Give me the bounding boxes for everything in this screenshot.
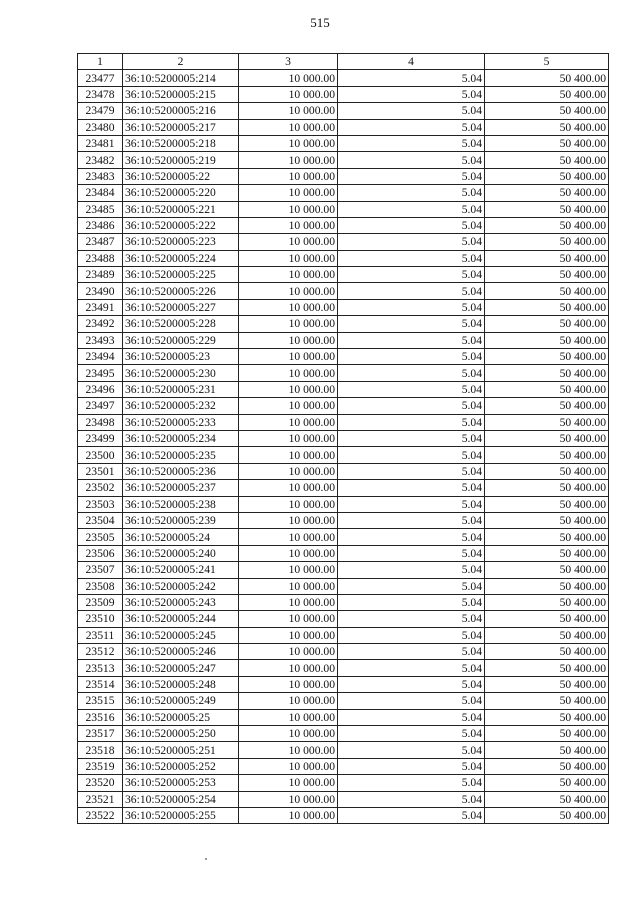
table-cell-col-4: 5.04 [338,119,485,135]
table-cell-col-1: 23510 [78,611,123,627]
table-row [78,365,609,381]
table-cell-col-1: 23517 [78,726,123,742]
table-cell-col-4: 5.04 [338,726,485,742]
table-cell-col-2: 36:10:5200005:224 [123,250,239,266]
table-cell-col-1: 23507 [78,562,123,578]
table-cell-col-5: 50 400.00 [485,168,609,184]
table-cell-col-1: 23497 [78,398,123,414]
table-cell-col-3: 10 000.00 [239,758,338,774]
page-number: 515 [310,15,330,30]
table-cell-col-3: 10 000.00 [239,644,338,660]
table-cell-col-5: 50 400.00 [485,430,609,446]
table-row [78,414,609,430]
table-cell-col-4: 5.04 [338,299,485,315]
table-cell-col-4: 5.04 [338,250,485,266]
table-cell-col-2: 36:10:5200005:24 [123,529,239,545]
table-cell-col-4: 5.04 [338,135,485,151]
table-cell-col-5: 50 400.00 [485,742,609,758]
table-cell-col-2: 36:10:5200005:239 [123,512,239,528]
table-cell-col-4: 5.04 [338,611,485,627]
table-cell-col-1: 23521 [78,791,123,807]
table-cell-col-2: 36:10:5200005:250 [123,726,239,742]
table-cell-col-3: 10 000.00 [239,381,338,397]
table-row [78,349,609,365]
table-cell-col-2: 36:10:5200005:245 [123,627,239,643]
table-cell-col-2: 36:10:5200005:220 [123,185,239,201]
table-cell-col-4: 5.04 [338,267,485,283]
table-cell-col-2: 36:10:5200005:219 [123,152,239,168]
table-row [78,299,609,315]
table-cell-col-3: 10 000.00 [239,660,338,676]
table-cell-col-1: 23520 [78,775,123,791]
table-cell-col-2: 36:10:5200005:217 [123,119,239,135]
table-row [78,70,609,86]
table-row [78,742,609,758]
table-cell-col-4: 5.04 [338,545,485,561]
table-cell-col-5: 50 400.00 [485,562,609,578]
table-cell-col-2: 36:10:5200005:243 [123,594,239,610]
table-cell-col-2: 36:10:5200005:240 [123,545,239,561]
table-cell-col-1: 23509 [78,594,123,610]
table-cell-col-1: 23488 [78,250,123,266]
table-cell-col-3: 10 000.00 [239,430,338,446]
table-cell-col-2: 36:10:5200005:233 [123,414,239,430]
column-header-5: 5 [485,54,609,70]
table-cell-col-1: 23522 [78,807,123,823]
table-cell-col-4: 5.04 [338,562,485,578]
table-cell-col-2: 36:10:5200005:251 [123,742,239,758]
table-cell-col-2: 36:10:5200005:230 [123,365,239,381]
table-row [78,103,609,119]
table-row [78,660,609,676]
table-cell-col-4: 5.04 [338,758,485,774]
table-row [78,578,609,594]
table-body [78,70,609,824]
table-cell-col-3: 10 000.00 [239,545,338,561]
table-cell-col-1: 23490 [78,283,123,299]
table-cell-col-4: 5.04 [338,742,485,758]
table-cell-col-1: 23511 [78,627,123,643]
table-cell-col-4: 5.04 [338,676,485,692]
table-cell-col-3: 10 000.00 [239,86,338,102]
table-cell-col-5: 50 400.00 [485,758,609,774]
table-row [78,250,609,266]
table-cell-col-5: 50 400.00 [485,234,609,250]
table-cell-col-3: 10 000.00 [239,463,338,479]
table-cell-col-5: 50 400.00 [485,414,609,430]
table-cell-col-1: 23493 [78,332,123,348]
table-cell-col-5: 50 400.00 [485,512,609,528]
table-cell-col-2: 36:10:5200005:249 [123,693,239,709]
table-row [78,463,609,479]
table-cell-col-3: 10 000.00 [239,791,338,807]
table-cell-col-2: 36:10:5200005:237 [123,480,239,496]
table-cell-col-2: 36:10:5200005:231 [123,381,239,397]
table-row [78,644,609,660]
table-cell-col-1: 23483 [78,168,123,184]
table-cell-col-5: 50 400.00 [485,791,609,807]
table-cell-col-2: 36:10:5200005:216 [123,103,239,119]
table-cell-col-2: 36:10:5200005:226 [123,283,239,299]
table-cell-col-2: 36:10:5200005:247 [123,660,239,676]
table-cell-col-1: 23484 [78,185,123,201]
table-cell-col-4: 5.04 [338,283,485,299]
table-cell-col-4: 5.04 [338,86,485,102]
table-row [78,496,609,512]
table-cell-col-3: 10 000.00 [239,267,338,283]
table-cell-col-3: 10 000.00 [239,234,338,250]
table-cell-col-4: 5.04 [338,103,485,119]
table-row [78,135,609,151]
table-cell-col-5: 50 400.00 [485,496,609,512]
table-cell-col-1: 23506 [78,545,123,561]
table-cell-col-1: 23505 [78,529,123,545]
table-cell-col-3: 10 000.00 [239,332,338,348]
table-cell-col-1: 23482 [78,152,123,168]
table-cell-col-3: 10 000.00 [239,103,338,119]
table-cell-col-4: 5.04 [338,217,485,233]
table-cell-col-4: 5.04 [338,349,485,365]
table-cell-col-3: 10 000.00 [239,152,338,168]
table-cell-col-2: 36:10:5200005:236 [123,463,239,479]
table-cell-col-3: 10 000.00 [239,316,338,332]
column-header-1: 1 [78,54,123,70]
table-cell-col-4: 5.04 [338,365,485,381]
table-cell-col-4: 5.04 [338,316,485,332]
table-cell-col-3: 10 000.00 [239,512,338,528]
table-cell-col-1: 23489 [78,267,123,283]
table-cell-col-2: 36:10:5200005:234 [123,430,239,446]
table-cell-col-1: 23477 [78,70,123,86]
table-cell-col-5: 50 400.00 [485,775,609,791]
data-table [77,53,609,824]
table-cell-col-4: 5.04 [338,70,485,86]
table-cell-col-3: 10 000.00 [239,611,338,627]
table-row [78,627,609,643]
table-cell-col-5: 50 400.00 [485,103,609,119]
table-cell-col-5: 50 400.00 [485,480,609,496]
table-row [78,447,609,463]
table-cell-col-1: 23513 [78,660,123,676]
scan-speck [205,858,207,860]
table-cell-col-5: 50 400.00 [485,349,609,365]
table-cell-col-1: 23478 [78,86,123,102]
table-cell-col-4: 5.04 [338,578,485,594]
table-cell-col-1: 23480 [78,119,123,135]
table-cell-col-3: 10 000.00 [239,349,338,365]
table-cell-col-2: 36:10:5200005:235 [123,447,239,463]
table-row [78,545,609,561]
table-row [78,185,609,201]
table-cell-col-1: 23512 [78,644,123,660]
table-cell-col-1: 23486 [78,217,123,233]
table-cell-col-4: 5.04 [338,709,485,725]
table-cell-col-4: 5.04 [338,529,485,545]
table-cell-col-2: 36:10:5200005:253 [123,775,239,791]
table-cell-col-1: 23502 [78,480,123,496]
table-cell-col-4: 5.04 [338,807,485,823]
table-cell-col-5: 50 400.00 [485,119,609,135]
table-cell-col-2: 36:10:5200005:22 [123,168,239,184]
table-cell-col-5: 50 400.00 [485,135,609,151]
table-cell-col-4: 5.04 [338,381,485,397]
table-cell-col-5: 50 400.00 [485,299,609,315]
table-cell-col-3: 10 000.00 [239,676,338,692]
table-cell-col-5: 50 400.00 [485,545,609,561]
table-cell-col-5: 50 400.00 [485,529,609,545]
table-cell-col-3: 10 000.00 [239,365,338,381]
table-cell-col-2: 36:10:5200005:229 [123,332,239,348]
table-cell-col-2: 36:10:5200005:238 [123,496,239,512]
table-cell-col-3: 10 000.00 [239,480,338,496]
table-cell-col-3: 10 000.00 [239,119,338,135]
table-cell-col-5: 50 400.00 [485,644,609,660]
table-row [78,283,609,299]
table-cell-col-1: 23503 [78,496,123,512]
table-cell-col-1: 23504 [78,512,123,528]
table-cell-col-3: 10 000.00 [239,250,338,266]
table-cell-col-2: 36:10:5200005:221 [123,201,239,217]
table-cell-col-5: 50 400.00 [485,463,609,479]
table-row [78,758,609,774]
table-cell-col-5: 50 400.00 [485,332,609,348]
table-row [78,611,609,627]
table-cell-col-4: 5.04 [338,791,485,807]
table-cell-col-3: 10 000.00 [239,299,338,315]
table-cell-col-1: 23499 [78,430,123,446]
column-header-2: 2 [123,54,239,70]
table-cell-col-4: 5.04 [338,693,485,709]
table-cell-col-2: 36:10:5200005:223 [123,234,239,250]
table-cell-col-4: 5.04 [338,168,485,184]
table-cell-col-1: 23481 [78,135,123,151]
table-cell-col-2: 36:10:5200005:254 [123,791,239,807]
table-cell-col-3: 10 000.00 [239,496,338,512]
table-cell-col-1: 23501 [78,463,123,479]
table-row [78,430,609,446]
table-cell-col-4: 5.04 [338,594,485,610]
table-row [78,562,609,578]
table-cell-col-1: 23518 [78,742,123,758]
table-cell-col-2: 36:10:5200005:225 [123,267,239,283]
table-cell-col-4: 5.04 [338,512,485,528]
table-cell-col-2: 36:10:5200005:218 [123,135,239,151]
table-cell-col-5: 50 400.00 [485,86,609,102]
table-row [78,168,609,184]
table-row [78,512,609,528]
table-cell-col-5: 50 400.00 [485,611,609,627]
table-cell-col-1: 23491 [78,299,123,315]
table-cell-col-3: 10 000.00 [239,709,338,725]
table-cell-col-1: 23495 [78,365,123,381]
table-row [78,267,609,283]
table-cell-col-2: 36:10:5200005:232 [123,398,239,414]
table-cell-col-5: 50 400.00 [485,693,609,709]
table-cell-col-1: 23514 [78,676,123,692]
table-cell-col-2: 36:10:5200005:215 [123,86,239,102]
table-cell-col-4: 5.04 [338,447,485,463]
table-row [78,594,609,610]
table-cell-col-3: 10 000.00 [239,135,338,151]
table-cell-col-2: 36:10:5200005:246 [123,644,239,660]
table-cell-col-1: 23508 [78,578,123,594]
table-cell-col-5: 50 400.00 [485,726,609,742]
table-cell-col-5: 50 400.00 [485,447,609,463]
table-cell-col-5: 50 400.00 [485,283,609,299]
table-cell-col-3: 10 000.00 [239,726,338,742]
table-cell-col-5: 50 400.00 [485,578,609,594]
table-cell-col-5: 50 400.00 [485,660,609,676]
table-cell-col-3: 10 000.00 [239,775,338,791]
table-cell-col-4: 5.04 [338,463,485,479]
table-row [78,807,609,823]
table-cell-col-5: 50 400.00 [485,676,609,692]
table-cell-col-3: 10 000.00 [239,807,338,823]
table-cell-col-4: 5.04 [338,185,485,201]
table-cell-col-3: 10 000.00 [239,168,338,184]
table-row [78,332,609,348]
table-header-row [78,54,609,70]
table-row [78,676,609,692]
table-cell-col-2: 36:10:5200005:242 [123,578,239,594]
table-row [78,316,609,332]
table-cell-col-1: 23485 [78,201,123,217]
table-row [78,217,609,233]
table-cell-col-2: 36:10:5200005:244 [123,611,239,627]
table-row [78,480,609,496]
table-cell-col-1: 23487 [78,234,123,250]
table-cell-col-2: 36:10:5200005:241 [123,562,239,578]
table-cell-col-1: 23516 [78,709,123,725]
table-cell-col-2: 36:10:5200005:222 [123,217,239,233]
table-cell-col-3: 10 000.00 [239,217,338,233]
table-row [78,119,609,135]
table-cell-col-5: 50 400.00 [485,185,609,201]
table-cell-col-3: 10 000.00 [239,562,338,578]
table-cell-col-3: 10 000.00 [239,627,338,643]
table-cell-col-4: 5.04 [338,627,485,643]
table-row [78,234,609,250]
table-row [78,726,609,742]
table-cell-col-3: 10 000.00 [239,185,338,201]
table-cell-col-4: 5.04 [338,332,485,348]
table-row [78,791,609,807]
table-cell-col-4: 5.04 [338,234,485,250]
table-cell-col-4: 5.04 [338,414,485,430]
table-cell-col-5: 50 400.00 [485,709,609,725]
table-cell-col-5: 50 400.00 [485,398,609,414]
table-cell-col-5: 50 400.00 [485,267,609,283]
table-row [78,201,609,217]
table-cell-col-3: 10 000.00 [239,594,338,610]
table-cell-col-4: 5.04 [338,480,485,496]
table-cell-col-2: 36:10:5200005:214 [123,70,239,86]
table-row [78,529,609,545]
table-cell-col-3: 10 000.00 [239,529,338,545]
table-cell-col-3: 10 000.00 [239,742,338,758]
table-cell-col-2: 36:10:5200005:228 [123,316,239,332]
table-cell-col-2: 36:10:5200005:248 [123,676,239,692]
table-row [78,398,609,414]
table-row [78,152,609,168]
table-cell-col-3: 10 000.00 [239,693,338,709]
table-cell-col-3: 10 000.00 [239,414,338,430]
table-cell-col-4: 5.04 [338,430,485,446]
table-cell-col-4: 5.04 [338,644,485,660]
table-row [78,775,609,791]
table-cell-col-5: 50 400.00 [485,807,609,823]
table-cell-col-1: 23492 [78,316,123,332]
table-cell-col-1: 23479 [78,103,123,119]
table-cell-col-4: 5.04 [338,496,485,512]
table-cell-col-5: 50 400.00 [485,316,609,332]
table-cell-col-1: 23515 [78,693,123,709]
table-cell-col-3: 10 000.00 [239,70,338,86]
table-cell-col-3: 10 000.00 [239,201,338,217]
table-cell-col-5: 50 400.00 [485,217,609,233]
column-header-4: 4 [338,54,485,70]
table-cell-col-4: 5.04 [338,201,485,217]
table-row [78,86,609,102]
table-cell-col-5: 50 400.00 [485,381,609,397]
table-cell-col-5: 50 400.00 [485,250,609,266]
table-cell-col-1: 23496 [78,381,123,397]
table-cell-col-5: 50 400.00 [485,594,609,610]
table-cell-col-2: 36:10:5200005:23 [123,349,239,365]
table-cell-col-3: 10 000.00 [239,578,338,594]
table-cell-col-4: 5.04 [338,398,485,414]
table-cell-col-2: 36:10:5200005:25 [123,709,239,725]
table-cell-col-5: 50 400.00 [485,365,609,381]
table-cell-col-5: 50 400.00 [485,627,609,643]
table-cell-col-1: 23500 [78,447,123,463]
table-cell-col-1: 23494 [78,349,123,365]
table-row [78,709,609,725]
table-cell-col-4: 5.04 [338,152,485,168]
table-cell-col-3: 10 000.00 [239,447,338,463]
table-cell-col-1: 23519 [78,758,123,774]
table-cell-col-1: 23498 [78,414,123,430]
table-cell-col-5: 50 400.00 [485,201,609,217]
table-cell-col-5: 50 400.00 [485,152,609,168]
column-header-3: 3 [239,54,338,70]
table-row [78,381,609,397]
table-cell-col-4: 5.04 [338,775,485,791]
table-cell-col-3: 10 000.00 [239,283,338,299]
table-cell-col-2: 36:10:5200005:227 [123,299,239,315]
table-row [78,693,609,709]
table-cell-col-2: 36:10:5200005:252 [123,758,239,774]
table-cell-col-2: 36:10:5200005:255 [123,807,239,823]
table-cell-col-3: 10 000.00 [239,398,338,414]
table-cell-col-4: 5.04 [338,660,485,676]
table-cell-col-5: 50 400.00 [485,70,609,86]
